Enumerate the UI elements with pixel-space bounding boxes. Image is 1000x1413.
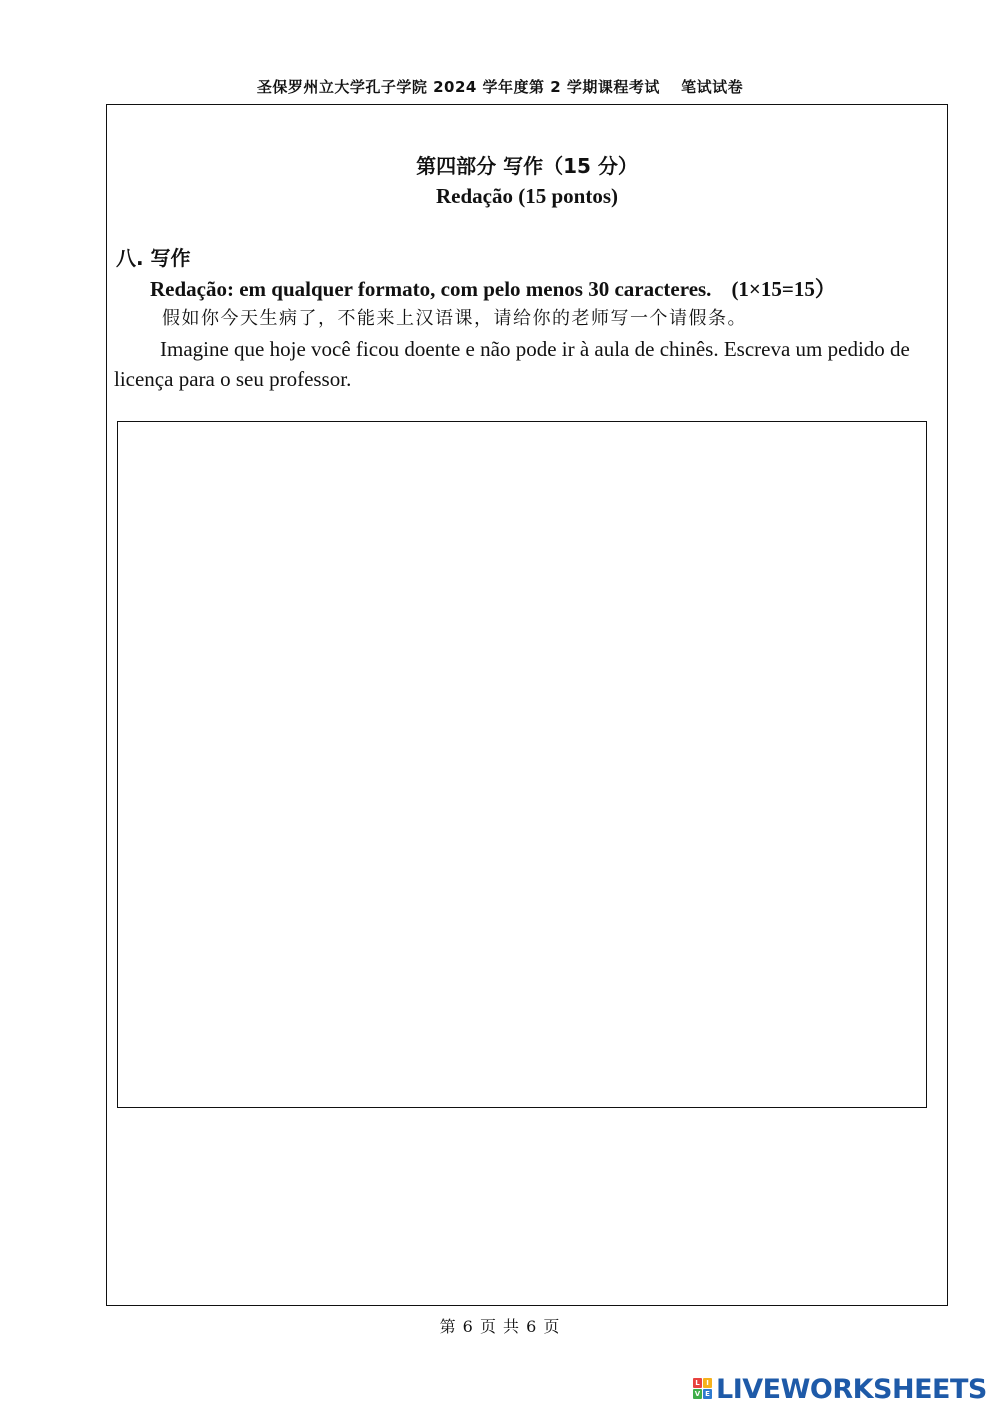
liveworksheets-logo-icon: [693, 1378, 713, 1400]
logo-letter-v: V: [694, 1390, 701, 1398]
logo-letter-l: L: [693, 1378, 702, 1388]
page-number: 第 6 页 共 6 页: [439, 1317, 561, 1336]
question-instruction: [150, 273, 930, 303]
question-heading: 八. 写作: [116, 246, 191, 270]
score-formula: (1×15=15）: [731, 277, 836, 301]
section-title-portuguese: Redação (15 pontos): [436, 184, 618, 208]
liveworksheets-brand: [693, 1374, 987, 1404]
exam-header: 圣保罗州立大学孔子学院 2024 学年度第 2 学期课程考试 笔试试卷: [256, 78, 744, 96]
prompt-portuguese: Imagine que hoje você ficou doente e não pode ir à aula de chinês. Escreva um pedido de licença para o seu professor.: [114, 337, 910, 391]
instruction-text: Redação: em qualquer formato, com pelo menos 30 caracteres.: [150, 277, 712, 301]
section-title-chinese: 第四部分 写作（15 分）: [416, 154, 638, 178]
logo-letter-i: I: [703, 1378, 712, 1388]
brand-name: LIVEWORKSHEETS: [716, 1373, 987, 1405]
prompt-chinese: 假如你今天生病了，不能来上汉语课，请给你的老师写一个请假条。: [162, 308, 747, 329]
answer-text-area[interactable]: [117, 421, 927, 1108]
logo-letter-e: E: [703, 1389, 712, 1399]
